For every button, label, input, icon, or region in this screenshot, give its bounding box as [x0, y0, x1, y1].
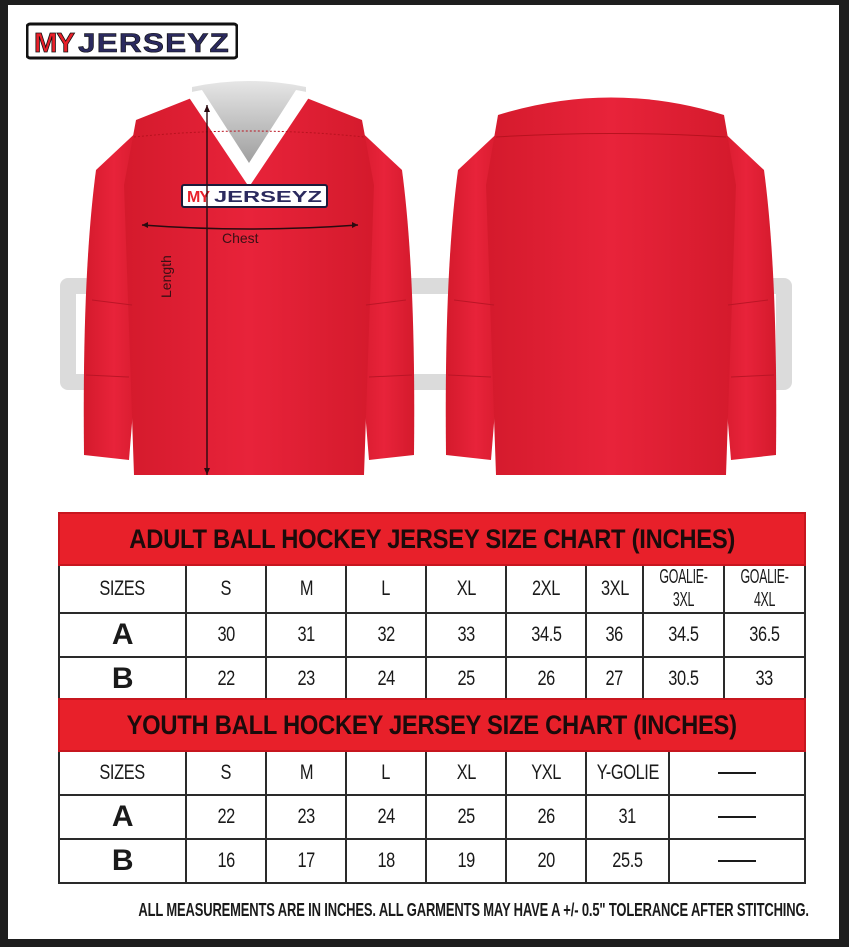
table-cell: 36	[586, 613, 643, 657]
header-cell-sizes: SIZES	[59, 565, 186, 613]
table-cell: 33	[426, 613, 506, 657]
table-cell: 32	[346, 613, 426, 657]
table-cell: 34.5	[643, 613, 724, 657]
table-cell: 26	[506, 795, 586, 839]
table-row	[59, 613, 805, 657]
adult-header-row	[59, 565, 805, 613]
table-row	[59, 839, 805, 883]
svg-text:JERSEYZ: JERSEYZ	[78, 28, 230, 58]
chest-measure-label: Chest	[222, 230, 259, 246]
row-label-b: B	[59, 657, 186, 701]
header-cell-size: L	[346, 751, 426, 795]
dash-icon	[718, 772, 756, 774]
header-cell-sizes: SIZES	[59, 751, 186, 795]
header-cell-size: Y-GOLIE	[586, 751, 669, 795]
header-cell-size: XL	[426, 751, 506, 795]
table-cell: 17	[266, 839, 346, 883]
table-cell: 33	[724, 657, 805, 701]
table-cell: 30	[186, 613, 266, 657]
table-cell: 31	[266, 613, 346, 657]
header-cell-size: S	[186, 751, 266, 795]
table-cell: 24	[346, 795, 426, 839]
empty-cell-dash	[669, 795, 805, 839]
table-cell: 25	[426, 795, 506, 839]
table-row	[59, 795, 805, 839]
table-cell: 22	[186, 657, 266, 701]
table-cell: 27	[586, 657, 643, 701]
table-cell: 30.5	[643, 657, 724, 701]
row-label-b: B	[59, 839, 186, 883]
table-cell: 19	[426, 839, 506, 883]
header-cell-size: YXL	[506, 751, 586, 795]
svg-text:JERSEYZ: JERSEYZ	[214, 189, 323, 206]
jersey-back-image	[436, 75, 786, 495]
svg-text:MY: MY	[34, 27, 74, 58]
adult-size-table	[58, 512, 806, 702]
youth-header-row	[59, 751, 805, 795]
youth-chart-title: YOUTH BALL HOCKEY JERSEY SIZE CHART (INCHES)	[59, 699, 805, 751]
header-cell-size: GOALIE-3XL	[643, 565, 724, 613]
empty-cell-dash	[669, 751, 805, 795]
youth-size-table	[58, 698, 806, 884]
header-cell-size: L	[346, 565, 426, 613]
tolerance-note: ALL MEASUREMENTS ARE IN INCHES. ALL GARMENTS MAY HAVE A +/- 0.5" TOLERANCE AFTER STITCHING.	[138, 900, 809, 920]
header-cell-size: 3XL	[586, 565, 643, 613]
table-cell: 34.5	[506, 613, 586, 657]
brand-logo	[26, 22, 238, 62]
header-cell-size: S	[186, 565, 266, 613]
length-measure-label: Length	[158, 255, 174, 298]
table-row	[59, 657, 805, 701]
row-label-a: A	[59, 795, 186, 839]
table-cell: 23	[266, 795, 346, 839]
table-cell: 25	[426, 657, 506, 701]
row-label-a: A	[59, 613, 186, 657]
table-cell: 23	[266, 657, 346, 701]
table-cell: 20	[506, 839, 586, 883]
jersey-front-image	[74, 75, 424, 495]
dash-icon	[718, 816, 756, 818]
header-cell-size: M	[266, 751, 346, 795]
header-cell-size: XL	[426, 565, 506, 613]
table-cell: 31	[586, 795, 669, 839]
svg-text:MY: MY	[187, 189, 209, 206]
dash-icon	[718, 860, 756, 862]
table-cell: 24	[346, 657, 426, 701]
table-cell: 26	[506, 657, 586, 701]
size-chart-canvas	[8, 5, 839, 939]
table-cell: 18	[346, 839, 426, 883]
header-cell-size: M	[266, 565, 346, 613]
header-cell-size: GOALIE-4XL	[724, 565, 805, 613]
table-cell: 16	[186, 839, 266, 883]
empty-cell-dash	[669, 839, 805, 883]
table-cell: 22	[186, 795, 266, 839]
header-cell-size: 2XL	[506, 565, 586, 613]
adult-chart-title: ADULT BALL HOCKEY JERSEY SIZE CHART (INCHES)	[59, 513, 805, 565]
table-cell: 25.5	[586, 839, 669, 883]
table-cell: 36.5	[724, 613, 805, 657]
